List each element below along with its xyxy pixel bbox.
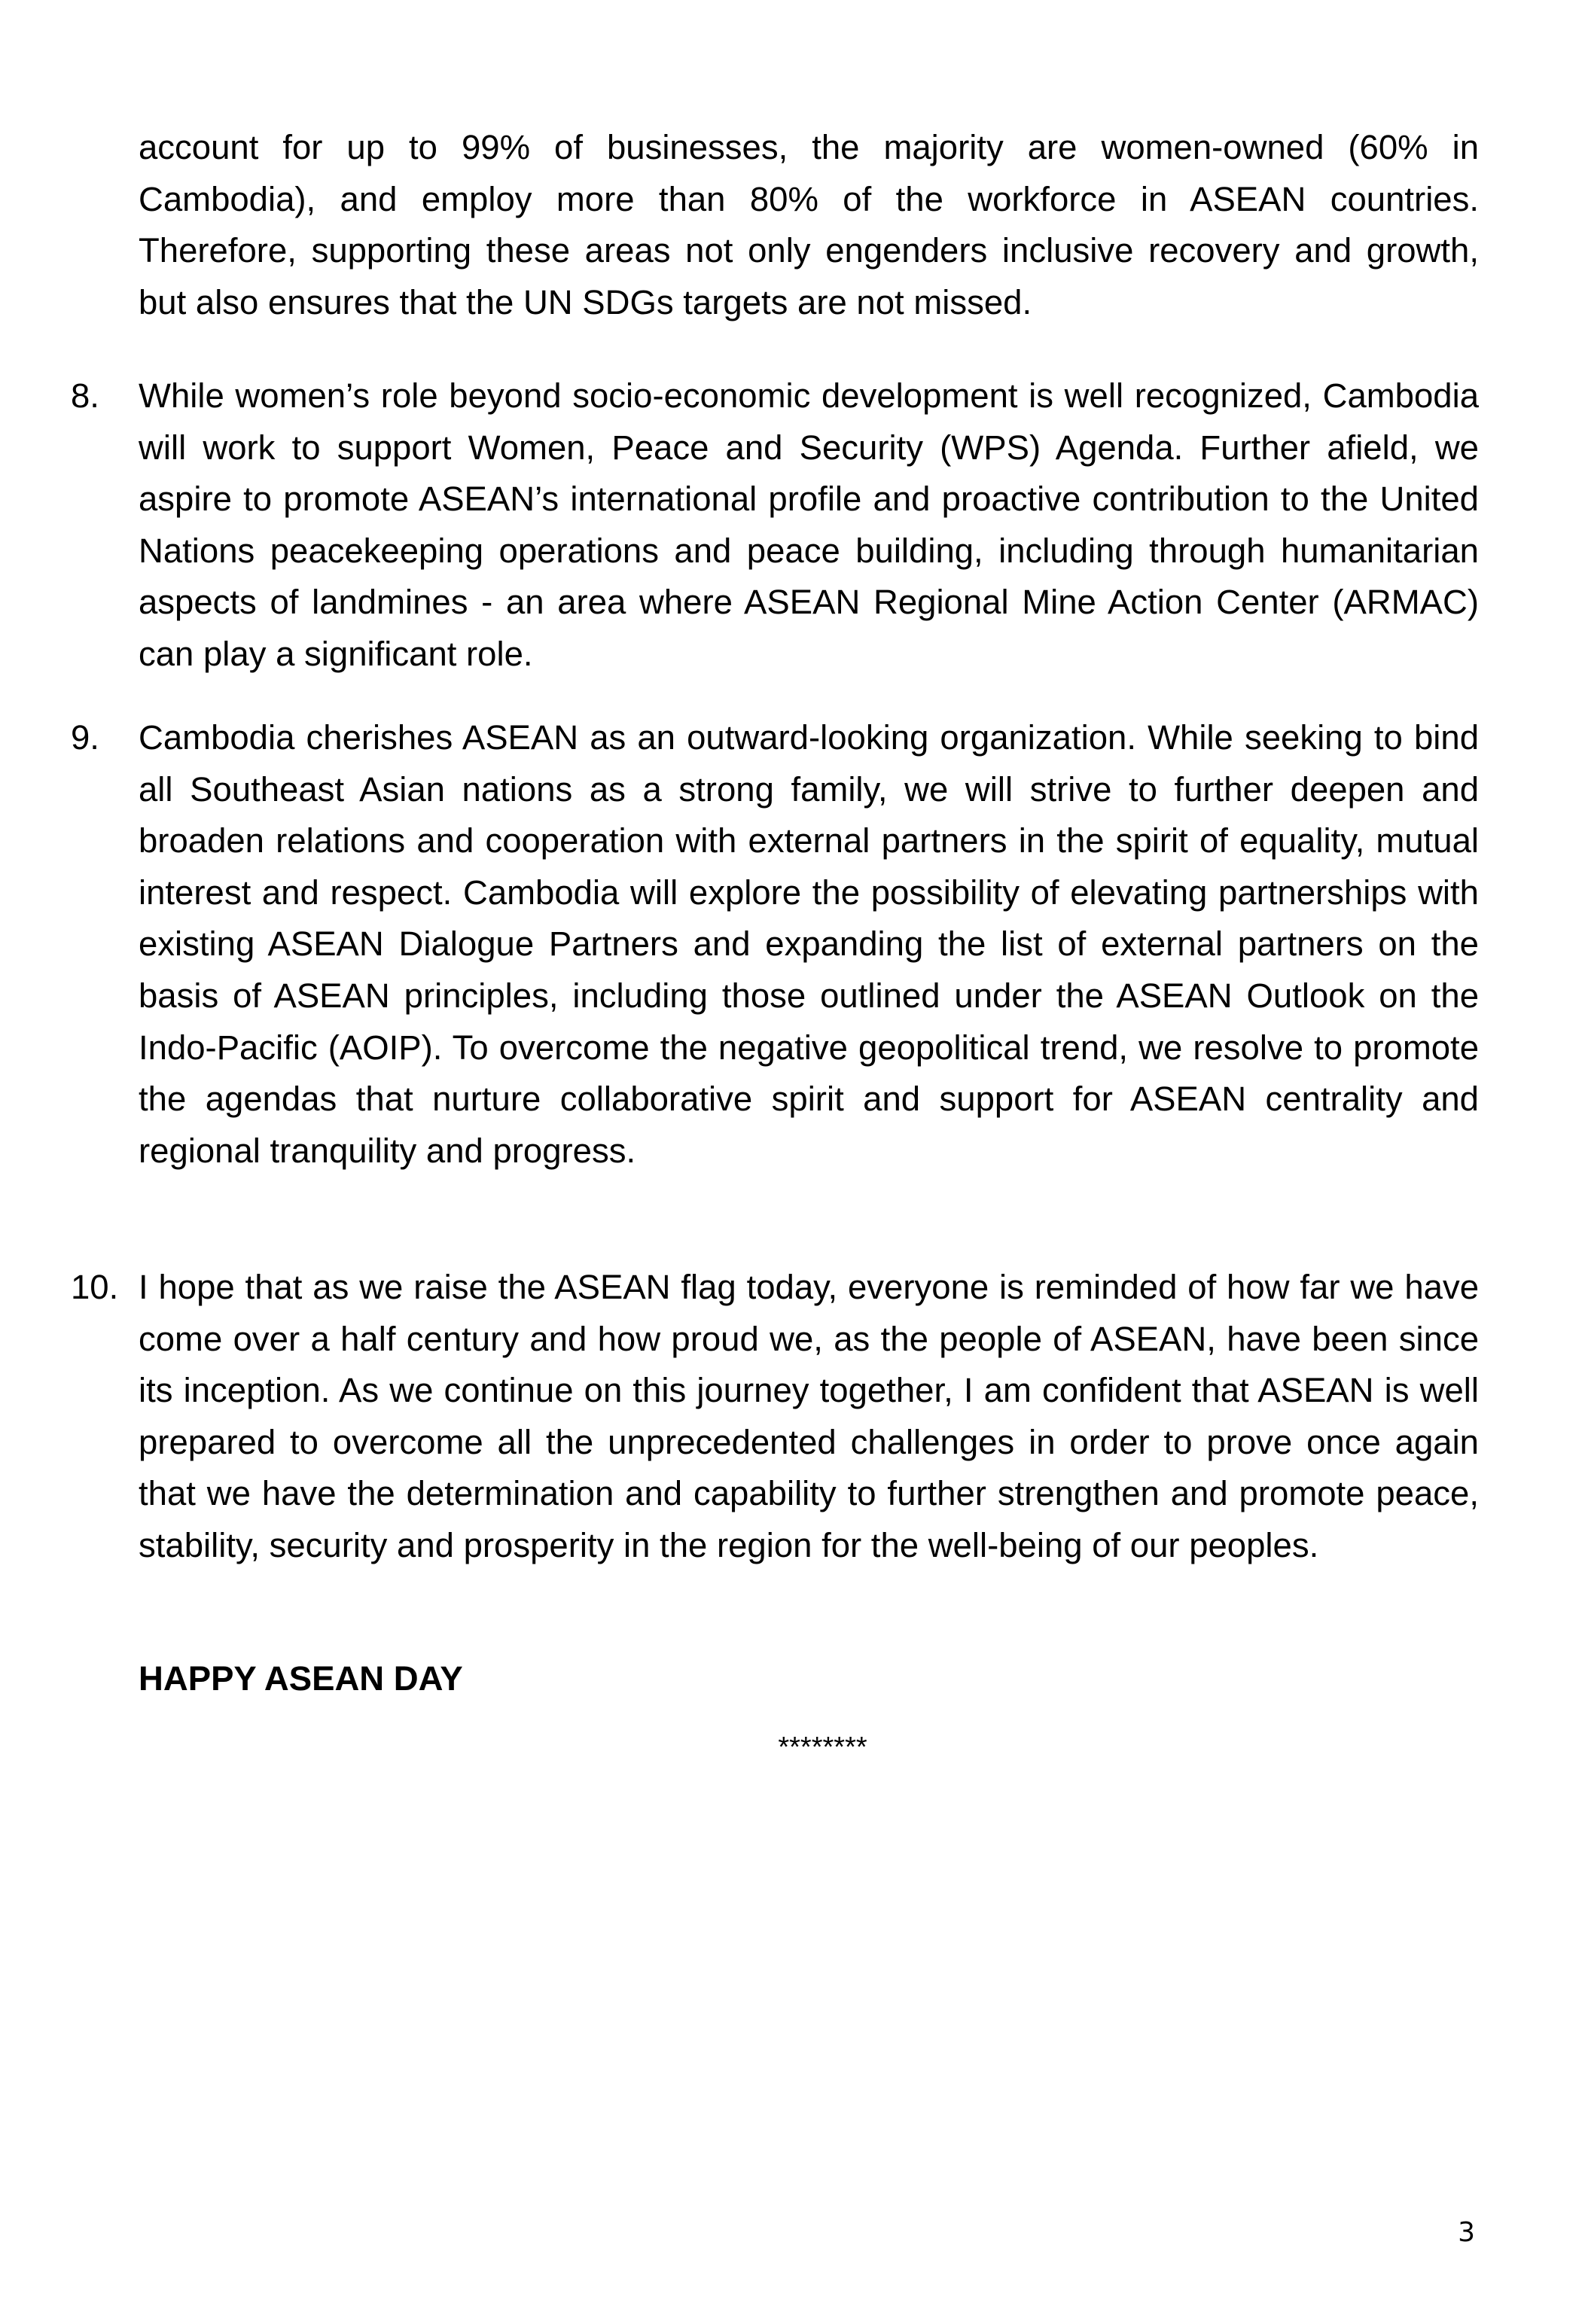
continuation-paragraph: account for up to 99% of businesses, the majority are women-owned (60% in Cambodia), and employ more than 80% of the workforce in ASEAN countries. Therefore, supporting these areas not only engenders inclusive recovery and growth, but also ensures that the UN SDGs targets are not missed. (139, 128, 1479, 321)
paragraph-9: Cambodia cherishes ASEAN as an outward-looking organization. While seeking to bind all Southeast Asian nations as a strong family, we will strive to further deepen and broaden relations and cooperation with external partners in the spirit of equality, mutual interest and respect. Cambodia will explore the possibility of elevating partnerships with existing ASEAN Dialogue Partners and expanding the list of external partners on the basis of ASEAN principles, including those outlined under the ASEAN Outlook on the Indo-Pacific (AOIP). To overcome the negative geopolitical trend, we resolve to promote the agendas that nurture collaborative spirit and support for ASEAN centrality and regional tranquility and progress. (139, 718, 1479, 1170)
paragraph-10: I hope that as we raise the ASEAN flag today, everyone is reminded of how far we have come over a half century and how proud we, as the people of ASEAN, have been since its inception. As we continue on this journey together, I am confident that ASEAN is well prepared to overcome all the unprecedented challenges in order to prove once again that we have the determination and capability to further strengthen and promote peace, stability, security and prosperity in the region for the well-being of our peoples. (139, 1268, 1479, 1564)
closing-heading: HAPPY ASEAN DAY (139, 1659, 463, 1698)
paragraph-number-8: 8. (71, 376, 99, 415)
paragraph-number-10: 10. (71, 1268, 119, 1306)
separator-asterisks: ******** (778, 1732, 867, 1763)
paragraph-8: While women’s role beyond socio-economic development is well recognized, Cambodia will work to support Women, Peace and Security (WPS) Agenda. Further afield, we aspire to promote ASEAN’s international profile and proactive contribution to the United Nations peacekeeping operations and peace building, including through humanitarian aspects of landmines - an area where ASEAN Regional Mine Action Center (ARMAC) can play a significant role. (139, 376, 1479, 673)
paragraph-number-9: 9. (71, 718, 99, 757)
page-number: 3 (1458, 2217, 1475, 2248)
